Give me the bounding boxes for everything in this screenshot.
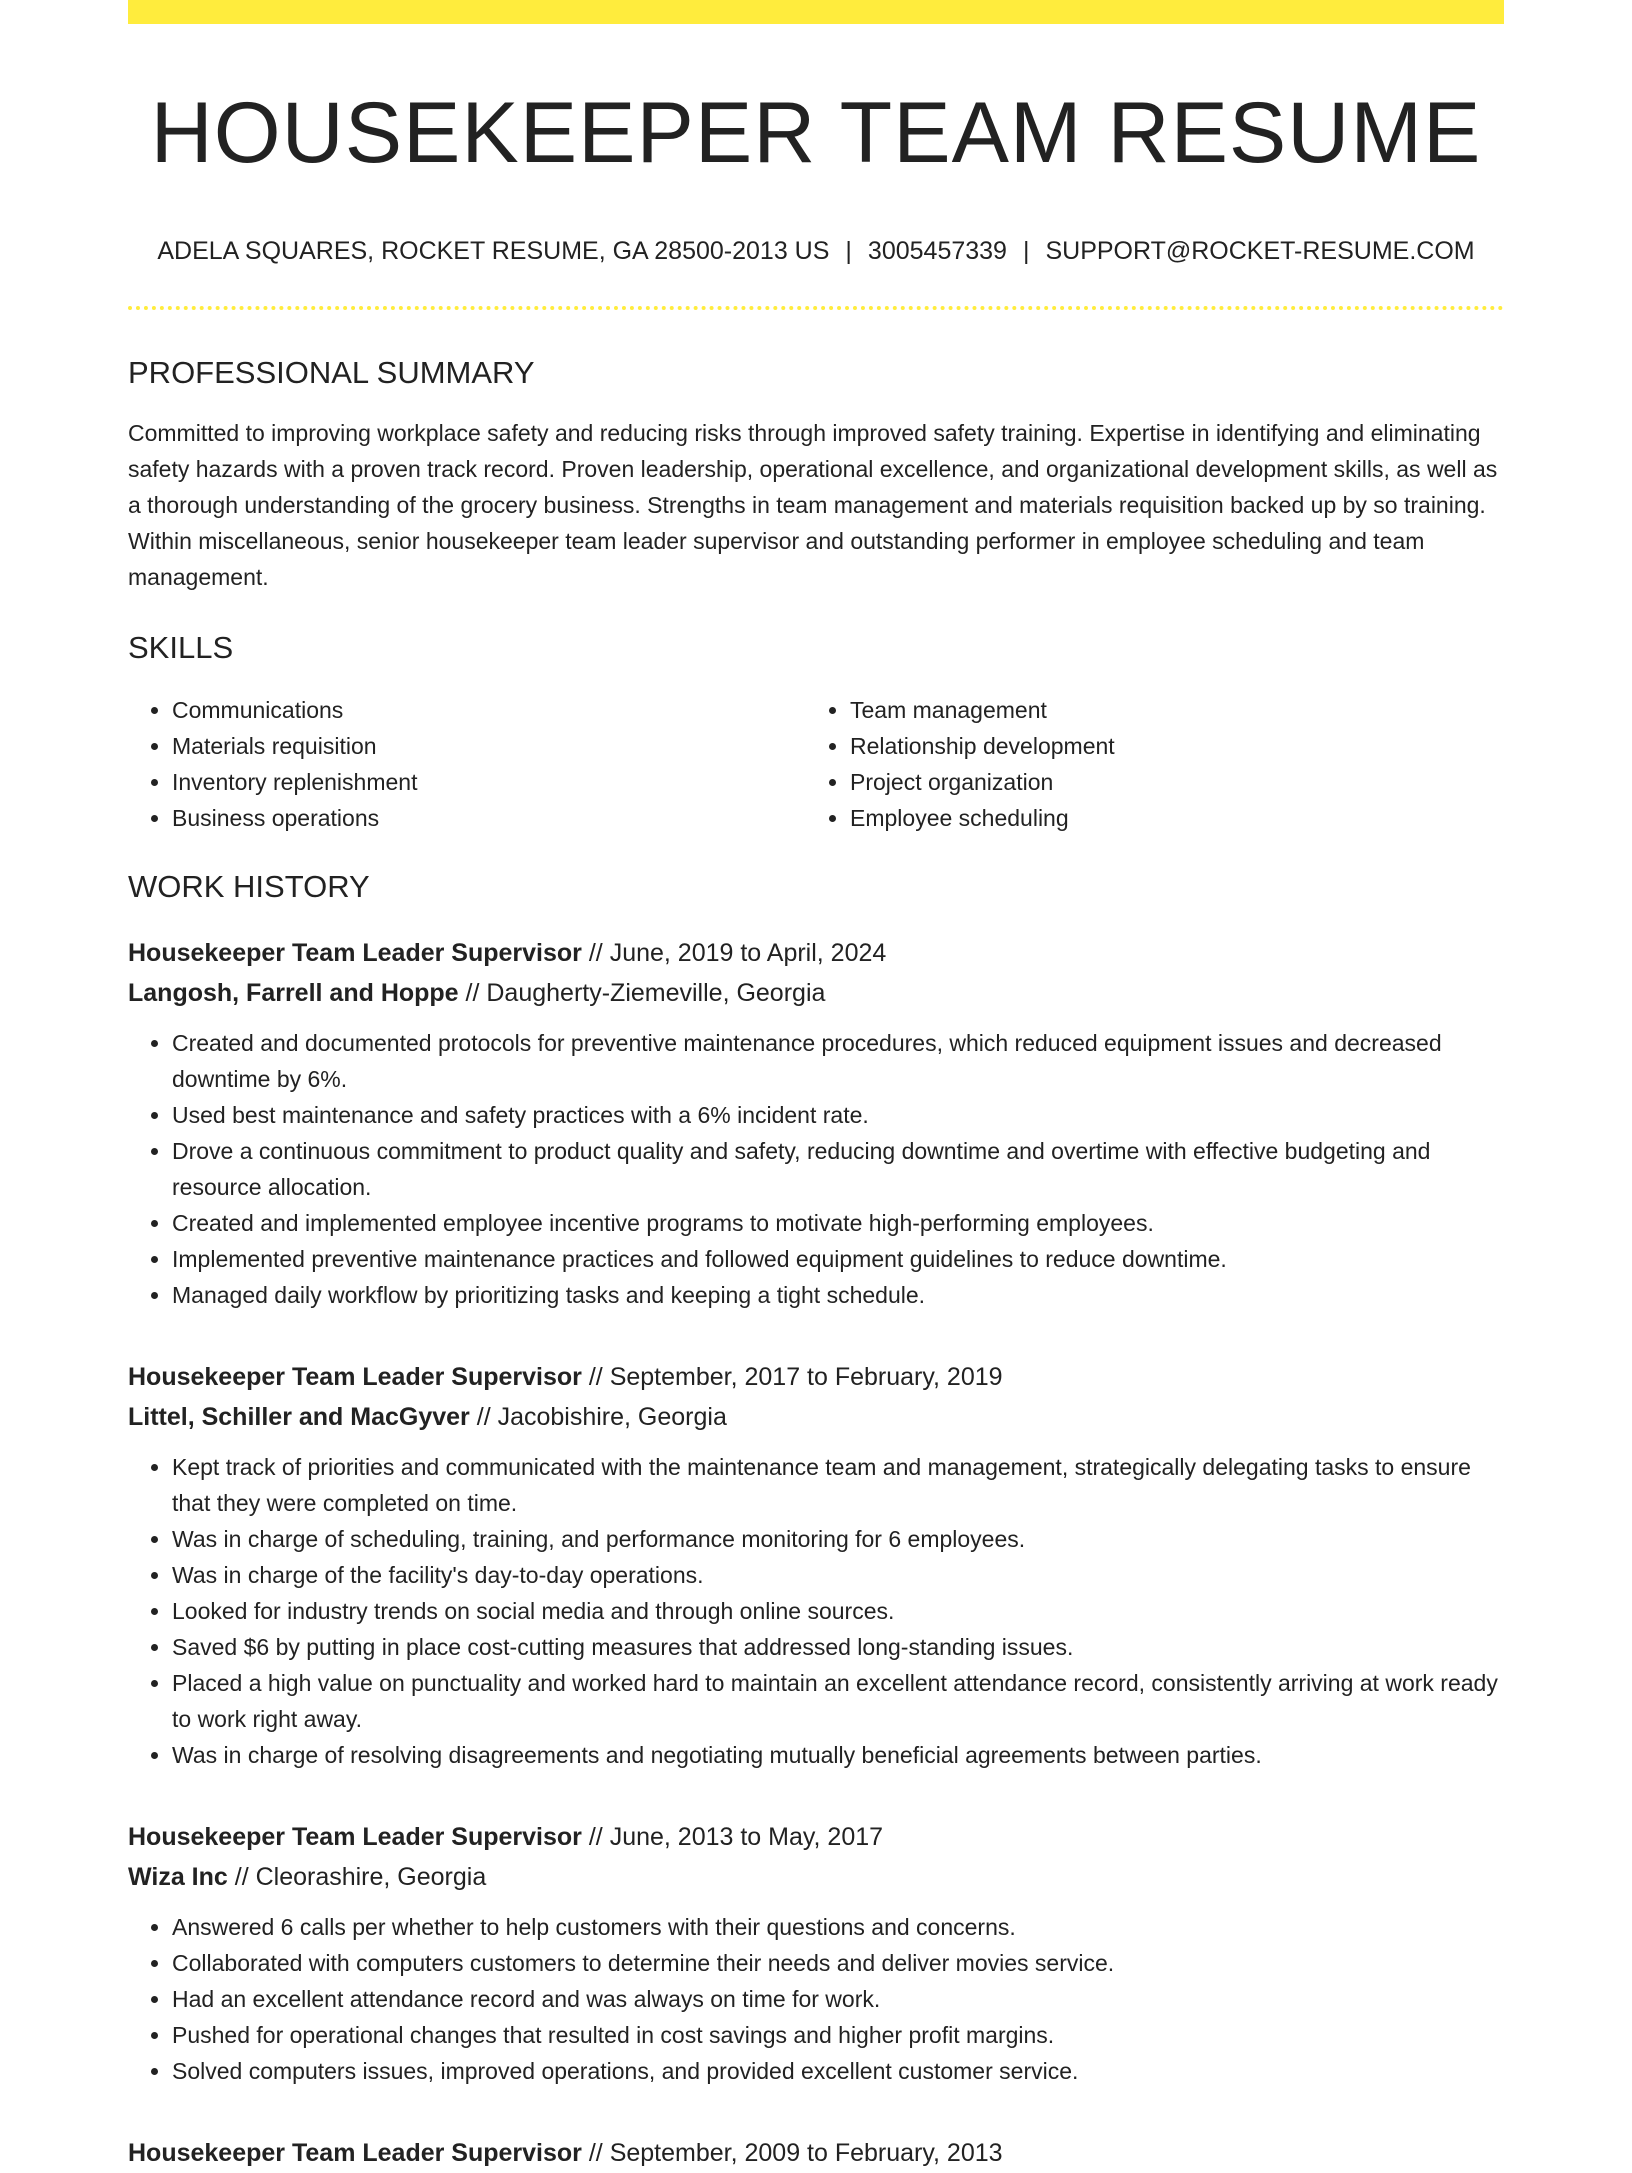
job-company: Langosh, Farrell and Hoppe [128, 979, 459, 1008]
job-bullet: • Kept track of priorities and communicated with the maintenance team and management, strategically delegating tasks to ensure that they were completed on time. [172, 1449, 1504, 1521]
job-bullet: • Created and documented protocols for preventive maintenance procedures, which reduced equipment issues and decreased downtime by 6%. [172, 1025, 1504, 1097]
job-company: Littel, Schiller and MacGyver [128, 1403, 470, 1432]
job-location: // Jacobishire, Georgia [469, 1403, 727, 1432]
job-location: // Cleorashire, Georgia [227, 1863, 487, 1892]
job-dates: // June, 2013 to May, 2017 [581, 1823, 884, 1852]
job-company-line [128, 973, 1504, 1013]
resume-page [128, 0, 1504, 2173]
job-bullet: • Drove a continuous commitment to product quality and safety, reducing downtime and overtime with effective budgeting and resource allocation. [172, 1133, 1504, 1205]
job-dates: // September, 2009 to February, 2013 [581, 2139, 1003, 2168]
job-company-line [128, 1397, 1504, 1437]
job-title-line [128, 1357, 1504, 1397]
job-bullet: • Collaborated with computers customers to determine their needs and deliver movies service. [172, 1945, 1504, 1981]
job-entry-2 [128, 1357, 1504, 1773]
top-accent-bar [128, 0, 1504, 24]
skill-item: • Inventory replenishment [172, 764, 806, 800]
resume-title: HOUSEKEEPER TEAM RESUME [150, 85, 1482, 181]
job-role: Housekeeper Team Leader Supervisor [128, 939, 582, 968]
job-bullet: • Had an excellent attendance record and was always on time for work. [172, 1981, 1504, 2017]
summary-text: Committed to improving workplace safety and reducing risks through improved safety training. Expertise in identifying and eliminating safety hazards with a proven track record. Proven leadership, operational excellence, and organizational development skills, as well as a thorough understanding of the grocery business. Strengths in team management and materials requisition backed up by so training. Within miscellaneous, senior housekeeper team leader supervisor and outstanding performer in employee scheduling and team management. [128, 419, 1498, 590]
contact-line [128, 235, 1504, 268]
job-bullet: • Managed daily workflow by prioritizing tasks and keeping a tight schedule. [172, 1277, 1504, 1313]
skill-item: • Project organization [850, 764, 1484, 800]
job-bullet: • Used best maintenance and safety practices with a 6% incident rate. [172, 1097, 1504, 1133]
skill-item: • Business operations [172, 800, 806, 836]
skill-item: • Employee scheduling [850, 800, 1484, 836]
job-bullet: • Answered 6 calls per whether to help customers with their questions and concerns. [172, 1909, 1504, 1945]
dotted-divider [128, 306, 1504, 310]
skills-left-column [128, 692, 806, 836]
skills-right-column [806, 692, 1484, 836]
job-bullet: • Was in charge of resolving disagreements and negotiating mutually beneficial agreements between parties. [172, 1737, 1504, 1773]
job-title-line [128, 2133, 1504, 2173]
job-entry-3 [128, 1817, 1504, 2089]
job-title-line [128, 933, 1504, 973]
job-bullet: • Pushed for operational changes that resulted in cost savings and higher profit margins. [172, 2017, 1504, 2053]
job-role: Housekeeper Team Leader Supervisor [128, 2139, 582, 2168]
job-dates: // September, 2017 to February, 2019 [581, 1363, 1003, 1392]
contact-phone: 3005457339 [867, 237, 1007, 266]
skills-grid [128, 692, 1504, 836]
contact-email: SUPPORT@ROCKET-RESUME.COM [1045, 237, 1475, 266]
job-entry-4 [128, 2133, 1504, 2173]
contact-separator: | [1022, 237, 1030, 266]
job-title-line [128, 1817, 1504, 1857]
work-history-heading: WORK HISTORY [128, 869, 370, 905]
contact-separator: | [845, 237, 852, 266]
job-bullet: • Was in charge of scheduling, training, and performance monitoring for 6 employees. [172, 1521, 1504, 1557]
job-entry-1 [128, 933, 1504, 1313]
skill-item: • Materials requisition [172, 728, 806, 764]
job-bullets [128, 1025, 1504, 1313]
job-bullet: • Solved computers issues, improved operations, and provided excellent customer service. [172, 2053, 1504, 2089]
job-company-line [128, 1857, 1504, 1897]
skill-item: • Communications [172, 692, 806, 728]
summary-heading: PROFESSIONAL SUMMARY [128, 354, 535, 390]
job-bullet: • Created and implemented employee incentive programs to motivate high-performing employees. [172, 1205, 1504, 1241]
job-company: Wiza Inc [128, 1863, 228, 1892]
job-dates: // June, 2019 to April, 2024 [581, 939, 887, 968]
job-bullet: • Looked for industry trends on social media and through online sources. [172, 1593, 1504, 1629]
job-bullet: • Placed a high value on punctuality and worked hard to maintain an excellent attendance record, consistently arriving at work ready to work right away. [172, 1665, 1504, 1737]
job-bullets [128, 1449, 1504, 1773]
job-bullet: • Implemented preventive maintenance practices and followed equipment guidelines to reduce downtime. [172, 1241, 1504, 1277]
job-bullet: • Saved $6 by putting in place cost-cutting measures that addressed long-standing issues. [172, 1629, 1504, 1665]
job-bullet: • Was in charge of the facility's day-to-day operations. [172, 1557, 1504, 1593]
job-role: Housekeeper Team Leader Supervisor [128, 1363, 582, 1392]
skills-heading: SKILLS [128, 629, 234, 665]
job-bullets [128, 1909, 1504, 2089]
job-location: // Daugherty-Ziemeville, Georgia [458, 979, 826, 1008]
job-role: Housekeeper Team Leader Supervisor [128, 1823, 582, 1852]
skill-item: • Relationship development [850, 728, 1484, 764]
contact-address: ADELA SQUARES, ROCKET RESUME, GA 28500-2013 US [157, 237, 830, 266]
skill-item: • Team management [850, 692, 1484, 728]
